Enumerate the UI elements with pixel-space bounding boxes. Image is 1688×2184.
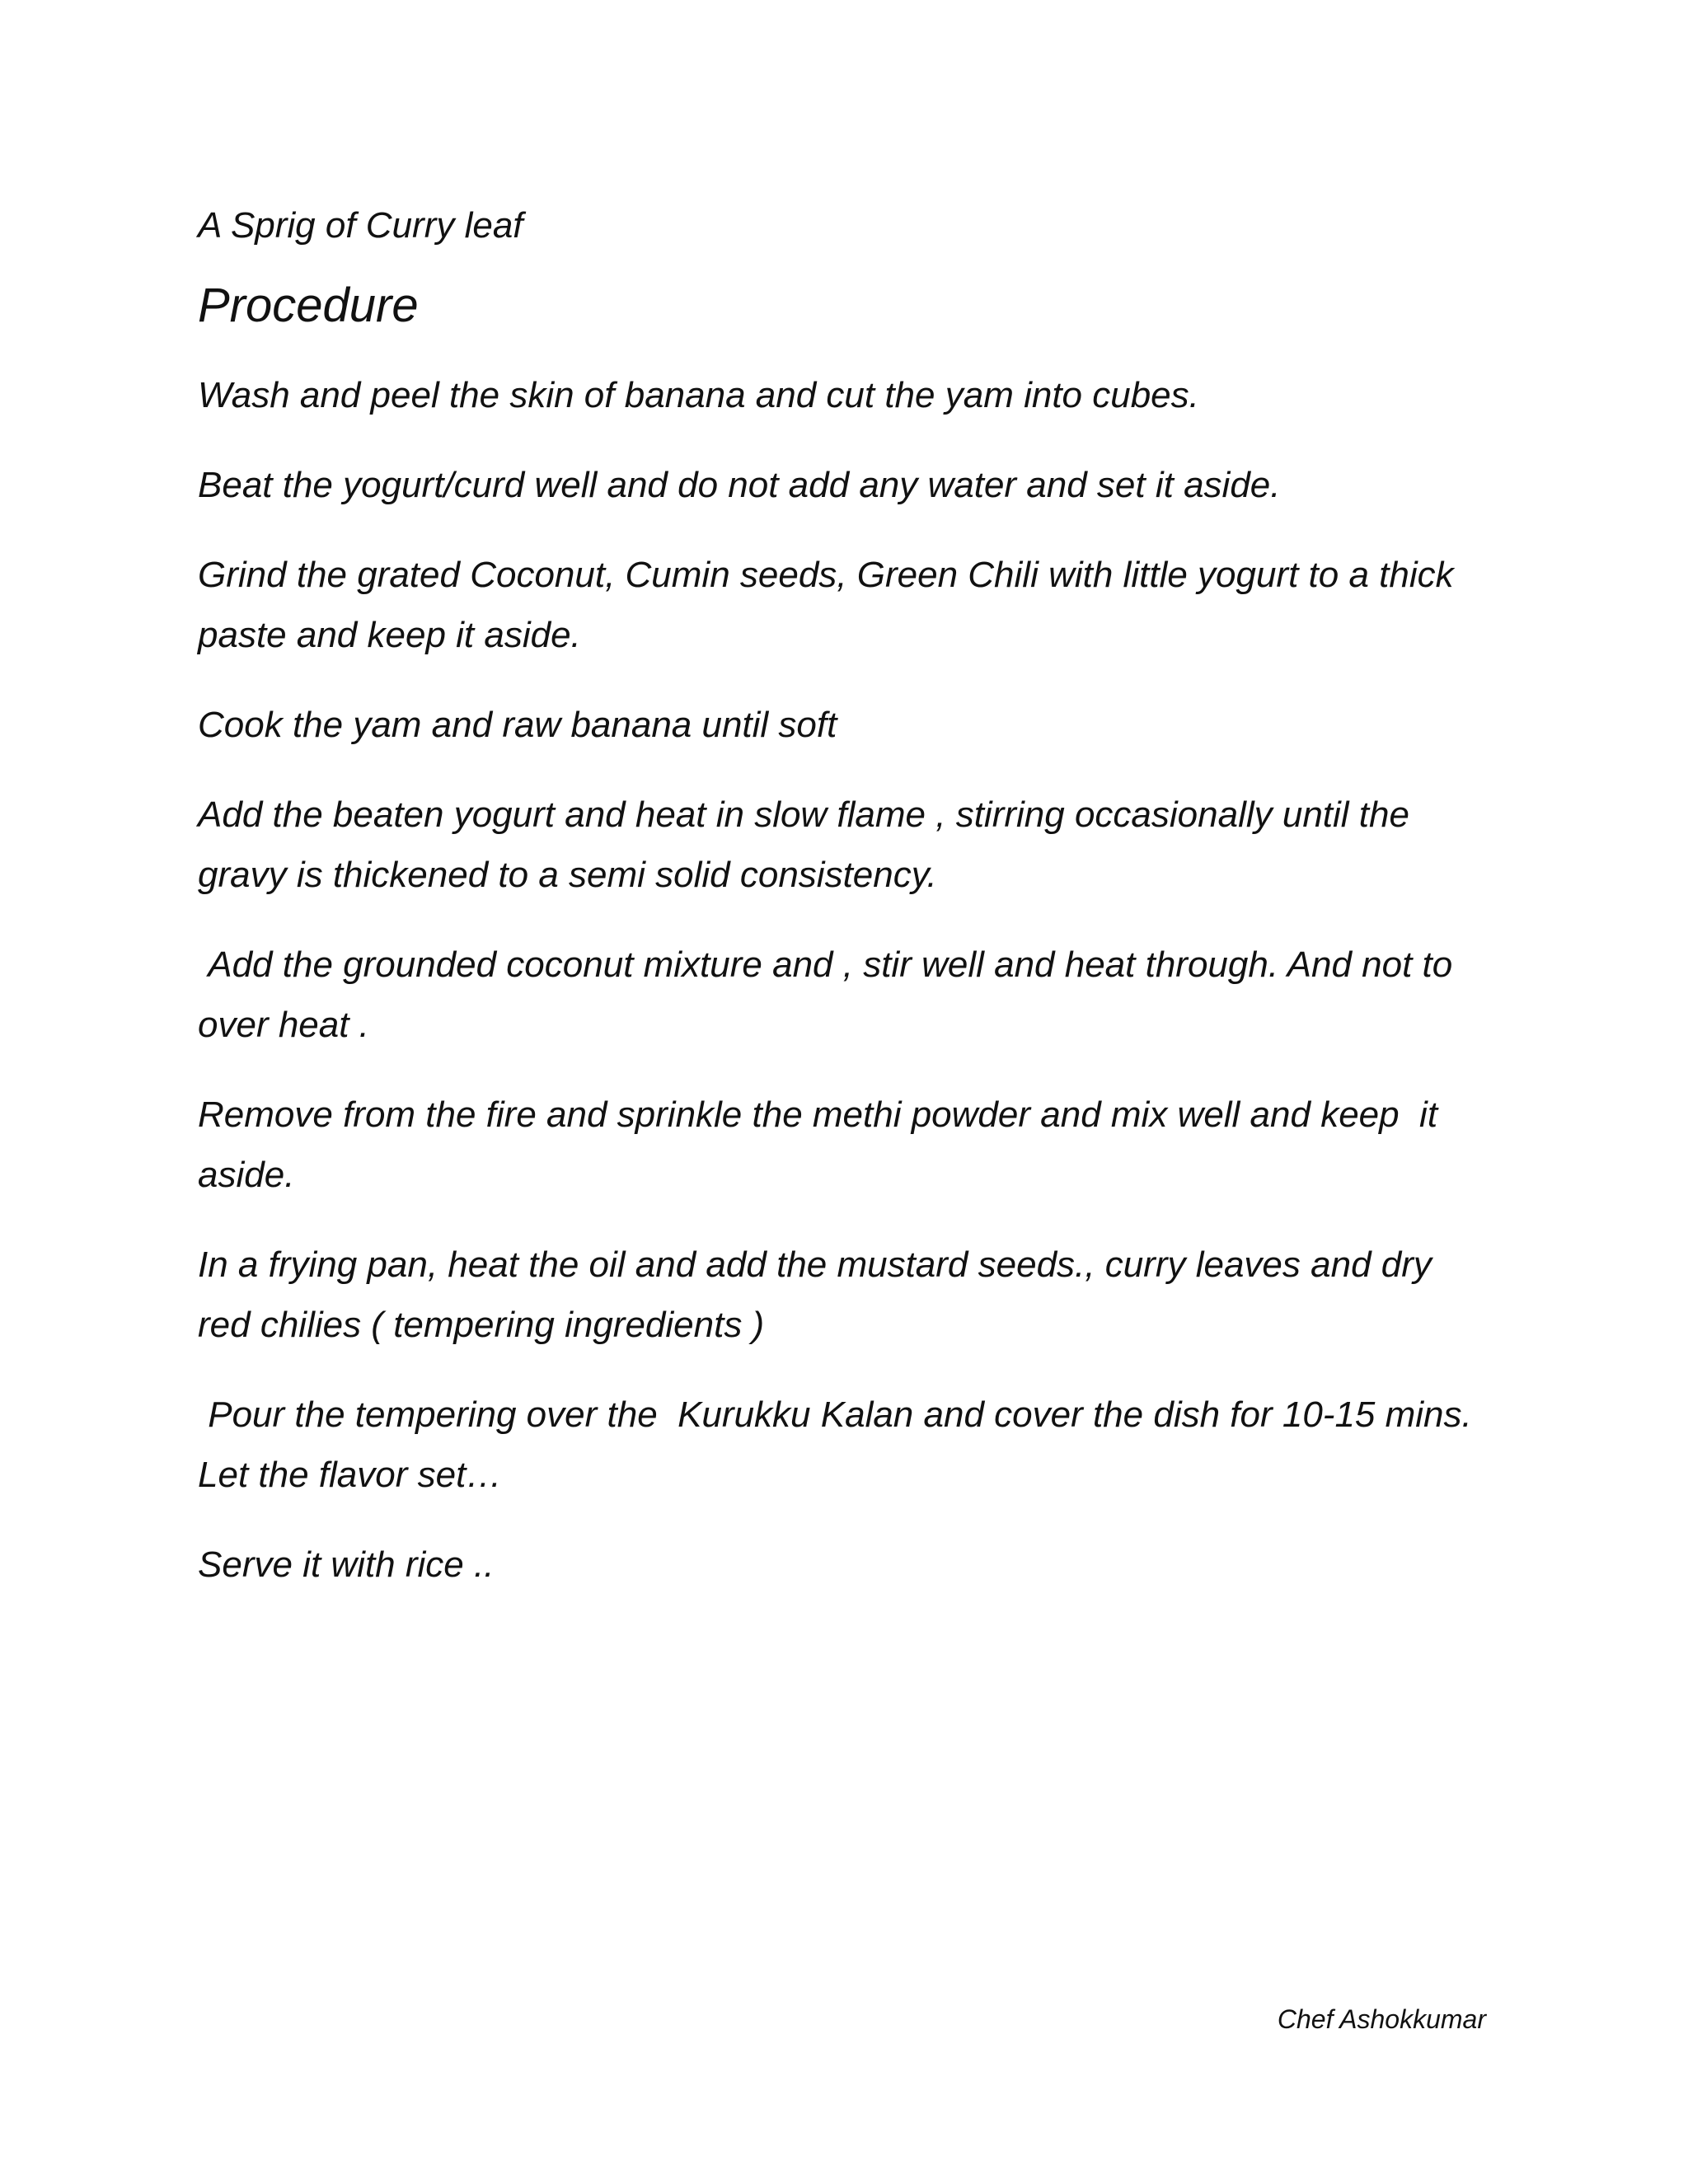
procedure-step: Add the beaten yogurt and heat in slow flame , stirring occasionally until the gravy is thickened to a semi solid consistency. xyxy=(198,794,1420,895)
procedure-step: Add the grounded coconut mixture and , stir well and heat through. And not to over heat . xyxy=(198,944,1463,1045)
procedure-step: In a frying pan, heat the oil and add the mustard seeds., curry leaves and dry red chilies ( tempering ingredients ) xyxy=(198,1244,1442,1345)
procedure-step: Grind the grated Coconut, Cumin seeds, Green Chili with little yogurt to a thick paste and keep it aside. xyxy=(198,555,1464,655)
procedure-step: Serve it with rice .. xyxy=(198,1544,495,1585)
procedure-step: Pour the tempering over the Kurukku Kalan and cover the dish for 10-15 mins. Let the flavor set… xyxy=(198,1394,1482,1495)
chef-signature: Chef Ashokkumar xyxy=(1277,2004,1486,2034)
ingredient-line: A Sprig of Curry leaf xyxy=(198,205,523,246)
recipe-content xyxy=(198,200,1492,1624)
procedure-heading: Procedure xyxy=(198,279,419,332)
procedure-step: Cook the yam and raw banana until soft xyxy=(198,705,837,745)
procedure-step: Wash and peel the skin of banana and cut the yam into cubes. xyxy=(198,375,1199,415)
procedure-step: Remove from the fire and sprinkle the methi powder and mix well and keep it aside. xyxy=(198,1094,1448,1195)
procedure-step: Beat the yogurt/curd well and do not add any water and set it aside. xyxy=(198,465,1281,505)
